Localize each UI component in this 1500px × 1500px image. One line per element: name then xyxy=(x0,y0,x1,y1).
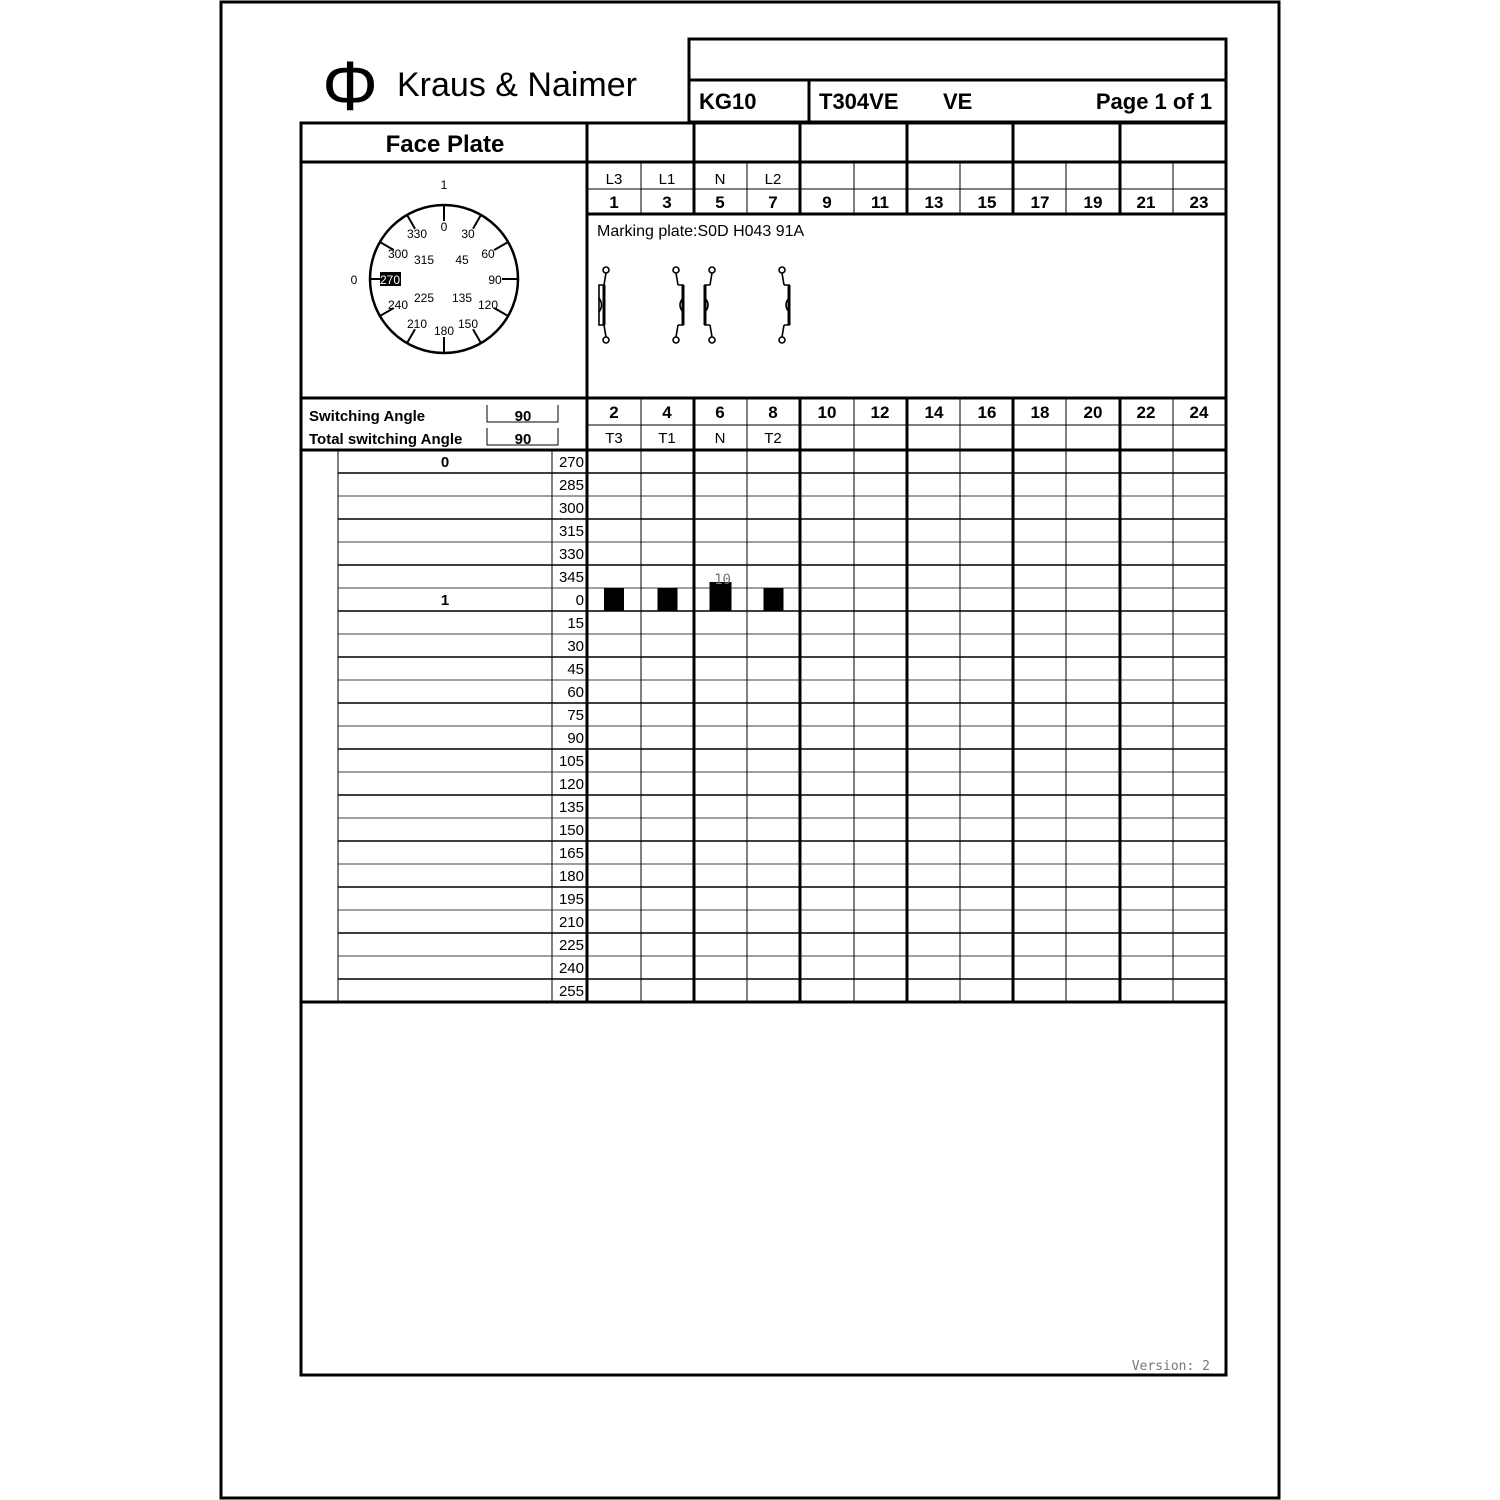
switching-angle-block xyxy=(301,398,587,448)
terminal-name-l2: L2 xyxy=(764,171,782,188)
variant-code: VE xyxy=(943,89,973,114)
position-angle: 150 xyxy=(558,822,584,839)
terminal-number: 10 xyxy=(817,403,837,422)
terminal-number: 12 xyxy=(870,403,890,422)
terminal-name-t2: T2 xyxy=(764,430,782,447)
position-angle: 225 xyxy=(558,937,584,954)
dial-tick xyxy=(494,242,508,250)
terminal-number: 1 xyxy=(609,193,619,212)
position-angle: 60 xyxy=(567,684,584,701)
logo-phi-icon: Φ xyxy=(322,47,378,125)
position-angle: 30 xyxy=(567,638,584,655)
page-label: Page 1 of 1 xyxy=(1095,89,1212,114)
terminal-number: 2 xyxy=(609,403,619,422)
dial-inner-label: 315 xyxy=(413,253,435,267)
terminal-number: 6 xyxy=(715,403,725,422)
dial-label: 90 xyxy=(488,273,502,287)
position-angle: 75 xyxy=(567,707,584,724)
dial-tick xyxy=(407,329,415,343)
terminal-number: 14 xyxy=(924,403,944,422)
terminal-name-t3: T3 xyxy=(605,430,623,447)
total-switching-angle-label: Total switching Angle xyxy=(309,431,463,448)
position-angle: 210 xyxy=(558,914,584,931)
position-angle: 195 xyxy=(558,891,584,908)
dial-inner-label: 135 xyxy=(451,291,473,305)
dial-label: 30 xyxy=(461,227,475,241)
marking-plate: Marking plate:S0D H043 91A xyxy=(597,223,805,240)
dial-label: 150 xyxy=(457,317,479,331)
terminal-number: 22 xyxy=(1136,403,1156,422)
dial-inner-label: 45 xyxy=(455,253,469,267)
terminal-number: 23 xyxy=(1189,193,1209,212)
position-angle: 90 xyxy=(567,730,584,747)
contact-symbol-1-2 xyxy=(599,267,609,343)
terminal-number: 4 xyxy=(662,403,672,422)
position-angle: 120 xyxy=(558,776,584,793)
position-angle: 285 xyxy=(558,477,584,494)
terminal-number: 11 xyxy=(871,193,889,212)
dial-inner-label: 225 xyxy=(413,291,435,305)
terminal-number: 13 xyxy=(924,193,944,212)
dial-tick xyxy=(473,329,481,343)
position-angle: 45 xyxy=(567,661,584,678)
face-plate-title: Face Plate xyxy=(385,131,505,158)
terminal-number: 15 xyxy=(977,193,997,212)
closed-contact-mark xyxy=(604,588,624,611)
terminal-number: 7 xyxy=(768,193,778,212)
dial-label: 60 xyxy=(481,247,495,261)
dial-outer-label-left: 0 xyxy=(350,273,358,287)
position-angle: 15 xyxy=(567,615,584,632)
switching-angle-label: Switching Angle xyxy=(309,408,426,425)
terminal-number: 9 xyxy=(822,193,832,212)
terminal-number: 5 xyxy=(715,193,725,212)
position-label: 0 xyxy=(440,454,450,471)
position-angle: 240 xyxy=(558,960,584,977)
closed-contact-mark xyxy=(658,588,678,611)
dial-outer-label-top: 1 xyxy=(440,178,448,192)
terminal-name-t1: T1 xyxy=(658,430,676,447)
face-plate-dial xyxy=(351,178,518,353)
position-angle: 270 xyxy=(558,454,584,471)
terminal-number: 18 xyxy=(1030,403,1050,422)
position-angle: 0 xyxy=(575,592,584,609)
position-angle: 255 xyxy=(558,983,584,1000)
terminal-number: 24 xyxy=(1189,403,1209,422)
dial-label: 210 xyxy=(406,317,428,331)
position-label: 1 xyxy=(440,592,450,609)
position-angle: 345 xyxy=(558,569,584,586)
total-switching-angle-value: 90 xyxy=(514,431,532,448)
terminal-number: 3 xyxy=(662,193,672,212)
switching-program-grid xyxy=(301,450,1226,1002)
position-angle: 330 xyxy=(558,546,584,563)
terminal-number: 17 xyxy=(1030,193,1050,212)
contact-symbol-7-8 xyxy=(779,267,789,343)
terminal-number: 8 xyxy=(768,403,778,422)
terminal-name-n-bottom: N xyxy=(714,430,726,447)
company-name: Kraus & Naimer xyxy=(397,66,637,104)
switching-angle-value: 90 xyxy=(514,408,532,425)
terminal-number: 19 xyxy=(1083,193,1103,212)
dial-label: 180 xyxy=(433,324,455,338)
dial-selected-label: 270 xyxy=(379,273,401,287)
dial-label: 0 xyxy=(440,220,448,234)
terminal-number: 21 xyxy=(1136,193,1156,212)
type-code: KG10 xyxy=(699,89,757,114)
terminal-number: 16 xyxy=(977,403,997,422)
article-code: T304VE xyxy=(819,89,899,114)
terminal-name-l1: L1 xyxy=(658,171,676,188)
terminal-name-n-top: N xyxy=(714,171,726,188)
contact-note: 10 xyxy=(714,572,731,588)
dial-label: 120 xyxy=(477,298,499,312)
contact-symbol-3-4 xyxy=(673,267,683,343)
contact-symbol-5-6 xyxy=(705,267,715,343)
dial-label: 330 xyxy=(406,227,428,241)
position-angle: 165 xyxy=(558,845,584,862)
dial-label: 240 xyxy=(387,298,409,312)
position-angle: 300 xyxy=(558,500,584,517)
closed-contact-mark xyxy=(764,588,784,611)
terminal-number: 20 xyxy=(1083,403,1103,422)
version-label: Version: 2 xyxy=(1131,1359,1210,1374)
position-angle: 105 xyxy=(558,753,584,770)
dial-label: 300 xyxy=(387,247,409,261)
terminal-name-l3: L3 xyxy=(605,171,623,188)
contact-symbols xyxy=(599,267,789,343)
logo xyxy=(322,47,637,125)
position-angle: 315 xyxy=(558,523,584,540)
position-angle: 135 xyxy=(558,799,584,816)
position-angle: 180 xyxy=(558,868,584,885)
